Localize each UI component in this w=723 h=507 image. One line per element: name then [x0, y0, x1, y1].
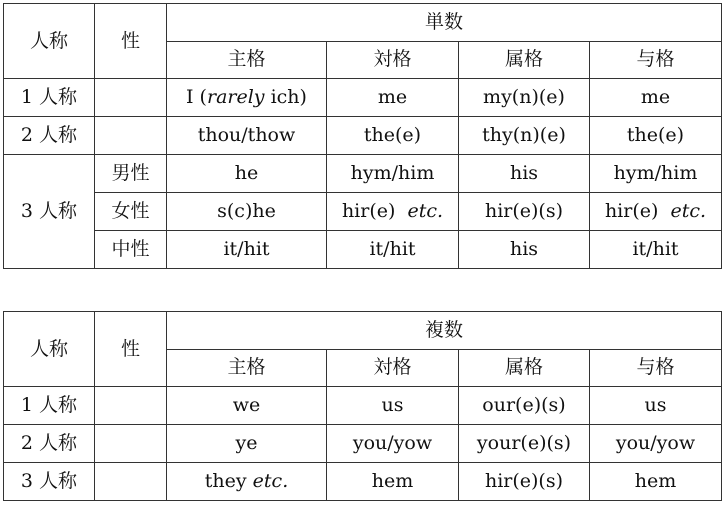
cell-accusative: us [327, 387, 459, 425]
row-person-2: 2 人称 [4, 117, 95, 155]
row-gender-empty [95, 463, 167, 501]
plural-pronoun-table [3, 311, 722, 501]
table-row [4, 231, 722, 269]
cell-genitive: your(e)(s) [459, 425, 590, 463]
nom-prefix: I ( [186, 86, 207, 109]
cell-nominative [167, 463, 327, 501]
cell-nominative [167, 79, 327, 117]
cell-genitive: our(e)(s) [459, 387, 590, 425]
row-gender-masculine: 男性 [95, 155, 167, 193]
header-number-singular: 単数 [167, 4, 722, 42]
table-row [4, 387, 722, 425]
table-row [4, 193, 722, 231]
row-gender-empty [95, 117, 167, 155]
cell-dative: hem [590, 463, 722, 501]
header-case-dative: 与格 [590, 41, 722, 79]
cell-dative: me [590, 79, 722, 117]
cell-nominative: he [167, 155, 327, 193]
cell-dative: hym/him [590, 155, 722, 193]
row-gender-empty [95, 425, 167, 463]
cell-genitive: my(n)(e) [459, 79, 590, 117]
nom-rarely: rarely [206, 86, 265, 109]
cell-dative: us [590, 387, 722, 425]
dat-form: hir(e) [604, 200, 659, 223]
row-gender-feminine: 女性 [95, 193, 167, 231]
cell-accusative: it/hit [327, 231, 459, 269]
cell-nominative: we [167, 387, 327, 425]
cell-nominative: it/hit [167, 231, 327, 269]
cell-dative: the(e) [590, 117, 722, 155]
cell-dative [590, 193, 722, 231]
cell-accusative: the(e) [327, 117, 459, 155]
cell-dative: it/hit [590, 231, 722, 269]
acc-etc: etc. [407, 200, 444, 223]
header-case-accusative: 対格 [327, 41, 459, 79]
row-person-2: 2 人称 [4, 425, 95, 463]
table-row [4, 463, 722, 501]
singular-pronoun-table [3, 3, 722, 269]
header-case-genitive: 属格 [459, 349, 590, 387]
row-person-1: 1 人称 [4, 387, 95, 425]
nom-suffix: ich) [264, 86, 307, 109]
cell-accusative: hem [327, 463, 459, 501]
header-number-plural: 複数 [167, 312, 722, 350]
row-person-3: 3 人称 [4, 155, 95, 269]
cell-nominative: thou/thow [167, 117, 327, 155]
header-case-genitive: 属格 [459, 41, 590, 79]
row-gender-empty [95, 79, 167, 117]
nom-form: they [204, 470, 247, 493]
header-case-accusative: 対格 [327, 349, 459, 387]
cell-genitive: his [459, 155, 590, 193]
cell-genitive: hir(e)(s) [459, 193, 590, 231]
cell-dative: you/yow [590, 425, 722, 463]
cell-genitive: his [459, 231, 590, 269]
acc-form: hir(e) [341, 200, 396, 223]
row-person-3: 3 人称 [4, 463, 95, 501]
table-row [4, 117, 722, 155]
cell-accusative: you/yow [327, 425, 459, 463]
header-case-nominative: 主格 [167, 349, 327, 387]
row-gender-neuter: 中性 [95, 231, 167, 269]
header-person: 人称 [4, 312, 95, 387]
header-case-dative: 与格 [590, 349, 722, 387]
header-gender: 性 [95, 312, 167, 387]
cell-genitive: hir(e)(s) [459, 463, 590, 501]
dat-etc: etc. [670, 200, 707, 223]
table-row [4, 425, 722, 463]
cell-accusative: me [327, 79, 459, 117]
nom-etc: etc. [252, 470, 289, 493]
cell-genitive: thy(n)(e) [459, 117, 590, 155]
cell-accusative [327, 193, 459, 231]
row-person-1: 1 人称 [4, 79, 95, 117]
cell-nominative: ye [167, 425, 327, 463]
table-row [4, 155, 722, 193]
table-row [4, 79, 722, 117]
header-gender: 性 [95, 4, 167, 79]
cell-accusative: hym/him [327, 155, 459, 193]
row-gender-empty [95, 387, 167, 425]
header-person: 人称 [4, 4, 95, 79]
header-case-nominative: 主格 [167, 41, 327, 79]
cell-nominative: s(c)he [167, 193, 327, 231]
